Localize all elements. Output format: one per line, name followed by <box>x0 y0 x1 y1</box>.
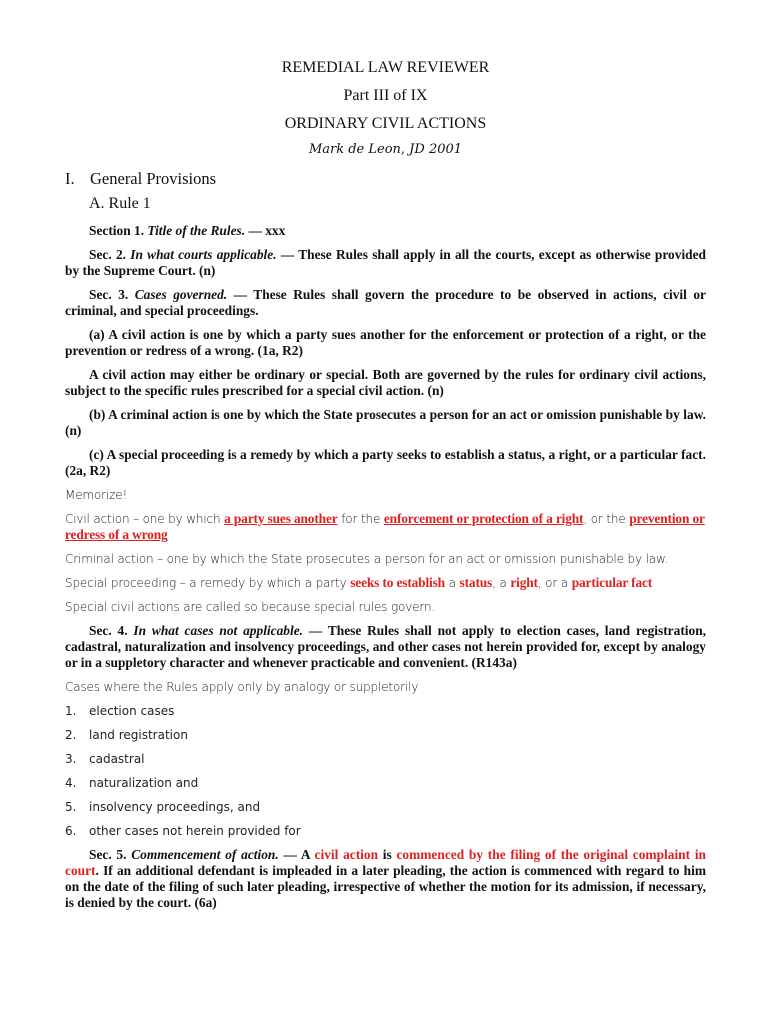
note-text: , or the <box>583 512 630 526</box>
sec-title: Cases governed. <box>134 287 228 302</box>
sec-label: Sec. 2. <box>89 247 131 262</box>
highlight-text: enforcement or protection of a right <box>383 511 584 526</box>
cases-intro: Cases where the Rules apply only by analogy or suppletorily <box>65 680 419 694</box>
sec-label: Sec. 4. <box>89 623 134 638</box>
sec-label: Sec. 3. <box>89 287 135 302</box>
highlight-text: right <box>510 575 538 590</box>
civil-action-note <box>65 511 706 543</box>
sec-label: Section 1. <box>89 223 148 238</box>
note-text: Civil action – one by which <box>65 512 225 526</box>
note-text: , a <box>492 576 511 590</box>
memorize-note: Memorize! <box>65 488 128 502</box>
sec-label: Sec. 5. <box>89 847 132 862</box>
section-title: General Provisions <box>90 169 217 188</box>
rule-sec-3b: (b) A criminal action is one by which the State prosecutes a person for an act or omission punishable by law. (n) <box>65 407 706 438</box>
highlight-text: particular fact <box>571 575 653 590</box>
highlight-text: seeks to establish <box>350 575 445 590</box>
note-text: Special proceeding – a remedy by which a party <box>65 576 351 590</box>
rule-sec-3a-note: A civil action may either be ordinary or special. Both are governed by the rules for ordinary civil actions, subject to the specific rules prescribed for a special civil action. (n) <box>65 367 706 398</box>
list-text: naturalization and <box>89 776 199 790</box>
rule-sec-1 <box>65 223 706 239</box>
sec-text: . If an additional defendant is impleaded in a later pleading, the action is commenced with regard to him on the date of the filing of such later pleading, irrespective of whether the motion for its admission, if necessary, is denied by the court. (6a) <box>65 863 706 910</box>
sec-text: — These Rules shall govern the procedure to be observed in actions, civil or criminal, and special proceedings. <box>65 287 707 318</box>
highlight-text: prevention or redress of a wrong <box>65 511 705 542</box>
special-proceeding-note <box>65 575 706 591</box>
sec-title: Title of the Rules. <box>147 223 246 238</box>
rule-sec-3c: (c) A special proceeding is a remedy by which a party seeks to establish a status, a right, or a particular fact. (2a, R2) <box>65 447 706 478</box>
note-text: , or a <box>537 576 572 590</box>
list-text: election cases <box>89 704 175 718</box>
rule-sec-5 <box>65 847 706 911</box>
sec-title: Commencement of action. <box>131 847 279 862</box>
rule-sec-4 <box>65 623 706 671</box>
list-item <box>65 799 706 815</box>
sec-text: — A <box>278 847 315 862</box>
list-text: insolvency proceedings, and <box>89 800 261 814</box>
cases-list <box>65 703 706 839</box>
document-subtitle: ORDINARY CIVIL ACTIONS <box>284 115 487 132</box>
sec-text: — xxx <box>245 223 286 238</box>
list-item <box>65 823 706 839</box>
highlight-text: civil action <box>314 847 379 862</box>
highlight-text: commenced by the filing of the original complaint in court <box>65 847 706 878</box>
list-number: 4. <box>65 776 77 790</box>
list-number: 2. <box>65 728 77 742</box>
list-number: 5. <box>65 800 77 814</box>
highlight-text: status <box>459 575 493 590</box>
sec-text: — These Rules shall not apply to election cases, land registration, cadastral, naturalization and insolvency proceedings, and other cases not herein provided for, except by analogy or in a suppletory character and whenever practicable and convenient. (R143a) <box>65 623 706 670</box>
sec-title: In what courts applicable. <box>130 247 277 262</box>
list-item <box>65 703 706 719</box>
rule-sec-2 <box>65 247 706 279</box>
list-text: land registration <box>89 728 188 742</box>
document-part: Part III of IX <box>343 87 428 104</box>
document-title: REMEDIAL LAW REVIEWER <box>281 59 490 76</box>
list-number: 6. <box>65 824 77 838</box>
list-number: 1. <box>65 704 77 718</box>
subsection-heading: A. Rule 1 <box>89 195 151 212</box>
note-text: a <box>444 576 460 590</box>
list-number: 3. <box>65 752 77 766</box>
special-civil-note: Special civil actions are called so because special rules govern. <box>65 600 436 614</box>
list-item <box>65 727 706 743</box>
document-author: Mark de Leon, JD 2001 <box>308 142 463 157</box>
sec-title: In what cases not applicable. <box>133 623 303 638</box>
section-number: I. <box>65 169 75 188</box>
sec-text: is <box>378 847 397 862</box>
rule-sec-3a: (a) A civil action is one by which a party sues another for the enforcement or protection of a right, or the prevention or redress of a wrong. (1a, R2) <box>65 327 706 358</box>
list-item <box>65 751 706 767</box>
note-text: for the <box>337 512 384 526</box>
list-text: cadastral <box>89 752 145 766</box>
sec-text: — These Rules shall apply in all the courts, except as otherwise provided by the Supreme Court. (n) <box>65 247 707 278</box>
list-item <box>65 775 706 791</box>
rule-sec-3 <box>65 287 706 319</box>
criminal-action-note: Criminal action – one by which the State prosecutes a person for an act or omission punishable by law. <box>65 552 669 566</box>
section-heading <box>65 169 706 189</box>
highlight-text: a party sues another <box>224 511 338 526</box>
list-text: other cases not herein provided for <box>89 824 301 838</box>
